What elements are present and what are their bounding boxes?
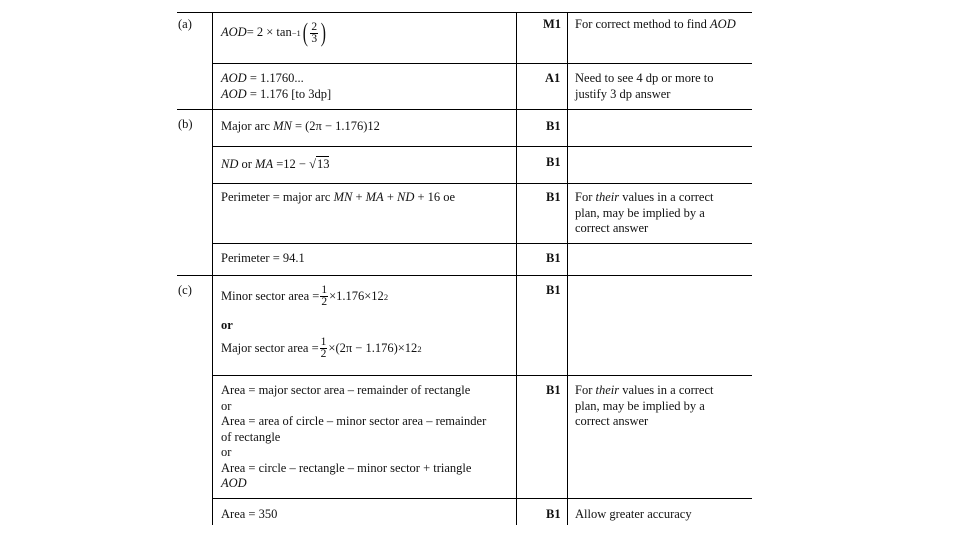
guidance-note: For their values in a correct [575,383,714,397]
rule [212,183,752,184]
mark-b1: B1 [546,283,561,297]
mark-b1: B1 [546,251,561,265]
working-major-arc: Major arc MN = (2π − 1.176)12 [221,119,380,133]
rule [177,275,752,276]
working-area-answer: Area = 350 [221,507,278,521]
working-perimeter-plan: Perimeter = major arc MN + MA + ND + 16 oe [221,190,456,204]
working-aod-rounded: AOD = 1.176 [to 3dp] [221,87,332,101]
guidance-note: For correct method to find AOD [575,17,736,31]
working-perimeter-answer: Perimeter = 94.1 [221,251,305,265]
rule [177,109,752,110]
working-area-plan: Area = circle – rectangle – minor sector + triangle [221,461,472,475]
mark-b1: B1 [546,155,561,169]
mark-b1: B1 [546,507,561,521]
working-nd-ma: ND or MA =12 − √13 [221,157,330,171]
guidance-note: correct answer [575,221,649,235]
rule [212,146,752,147]
guidance-note: plan, may be implied by a [575,206,705,220]
rule [516,12,517,525]
guidance-note: For their values in a correct [575,190,714,204]
guidance-note: plan, may be implied by a [575,399,705,413]
working-aod-method: AOD = 2 × tan −1 ( $\frac{2}{3}$ ) [221,18,327,47]
mark-b1: B1 [546,119,561,133]
working-aod-value: AOD = 1.1760... [221,71,304,85]
working-area-plan: or [221,445,232,459]
mark-b1: B1 [546,190,561,204]
rule [177,12,752,13]
guidance-note: Need to see 4 dp or more to [575,71,714,85]
rule [212,12,213,525]
working-major-sector: Major sector area = $\frac{1}{2}$ ×(2π − 1.176)×12 2 [221,336,422,360]
rule [212,498,752,499]
working-area-plan: of rectangle [221,430,281,444]
mark-m1: M1 [543,17,562,31]
working-area-plan: or [221,399,232,413]
or-connector: or [221,318,233,332]
mark-a1: A1 [545,71,561,85]
working-area-plan: AOD [221,476,247,490]
part-label-b: (b) [178,117,193,131]
working-minor-sector: Minor sector area = $\frac{1}{2}$ ×1.176×12 2 [221,284,389,308]
mark-b1: B1 [546,383,561,397]
guidance-note: correct answer [575,414,649,428]
working-area-plan: Area = major sector area – remainder of rectangle [221,383,471,397]
part-label-a: (a) [178,17,192,31]
rule [567,12,568,525]
guidance-note: justify 3 dp answer [575,87,671,101]
part-label-c: (c) [178,283,192,297]
guidance-note: Allow greater accuracy [575,507,692,521]
working-area-plan: Area = area of circle – minor sector area – remainder [221,414,487,428]
rule [212,375,752,376]
rule [212,243,752,244]
rule [212,63,752,64]
